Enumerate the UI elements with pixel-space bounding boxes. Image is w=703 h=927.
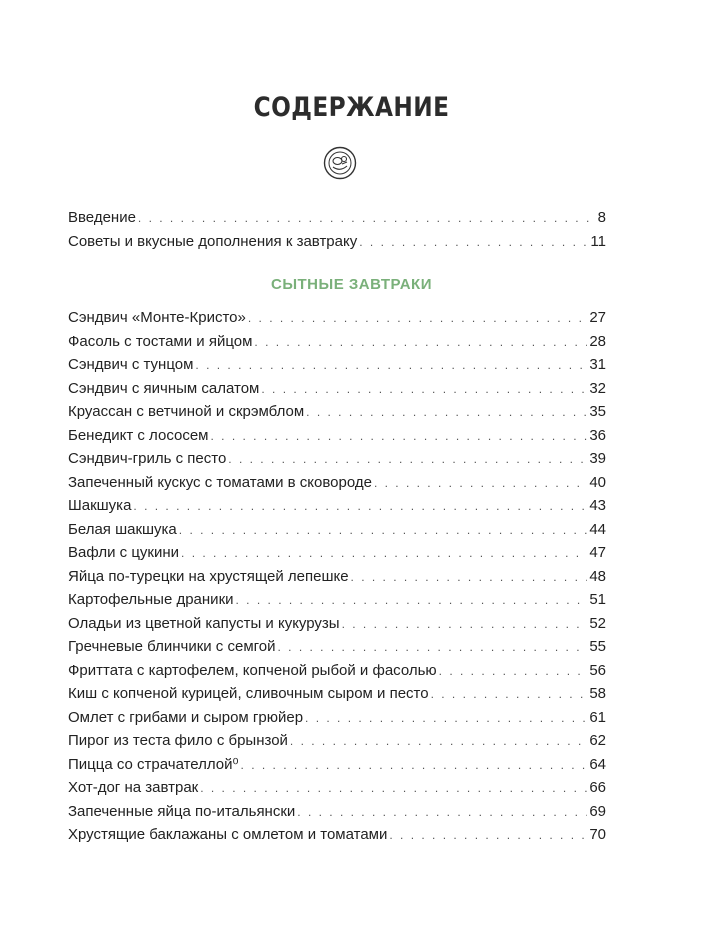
page-title: СОДЕРЖАНИЕ — [253, 92, 450, 123]
toc-entry-page: 47 — [589, 544, 606, 561]
toc-entry-page: 66 — [589, 779, 606, 796]
toc-leader-dots — [138, 207, 590, 231]
toc-leader-dots — [359, 231, 588, 255]
toc-entry[interactable] — [68, 230, 606, 254]
toc-entry-title: Фасоль с тостами и яйцом — [68, 332, 253, 350]
toc-entry[interactable] — [68, 400, 606, 424]
toc-entry-title: Введение — [68, 209, 136, 226]
toc-entry[interactable] — [68, 800, 606, 824]
toc-leader-dots — [179, 519, 588, 543]
toc-leader-dots — [374, 472, 587, 496]
toc-entry-page: 39 — [589, 450, 606, 467]
toc-leader-dots — [351, 566, 588, 590]
toc-entry-title: Хрустящие баклажаны с омлетом и томатами — [68, 826, 388, 843]
toc-entry-page: 27 — [589, 309, 606, 326]
toc-leader-dots — [306, 401, 587, 425]
toc-leader-dots — [278, 636, 588, 660]
toc-entry[interactable] — [68, 776, 606, 800]
toc-entry-title: Хот-дог на завтрак — [68, 779, 199, 796]
toc-entry-title: Бенедикт с лососем — [68, 426, 209, 444]
toc-entry-title: Шакшука — [68, 497, 132, 514]
toc-leader-dots — [342, 613, 588, 637]
toc-entry-page: 11 — [590, 232, 606, 250]
toc-entry-title: Омлет с грибами и сыром грюйер — [68, 708, 304, 726]
toc-entry-title: Сэндвич с тунцом — [68, 356, 194, 373]
toc-entry-page: 52 — [589, 614, 606, 632]
toc-entry[interactable] — [68, 635, 606, 659]
toc-leader-dots — [305, 707, 587, 731]
toc-entry-title: Круассан с ветчиной и скрэмблом — [68, 403, 305, 420]
toc-entry-page: 58 — [589, 685, 606, 702]
toc-leader-dots — [236, 589, 588, 613]
toc-entry[interactable] — [68, 306, 606, 330]
toc-entry[interactable] — [68, 424, 606, 448]
toc-entry-page: 8 — [597, 209, 606, 226]
toc-entry-page: 70 — [589, 826, 606, 843]
toc-entry-page: 56 — [589, 661, 606, 679]
toc-entry[interactable] — [68, 494, 606, 518]
section-heading: СЫТНЫЕ ЗАВТРАКИ — [271, 276, 432, 293]
toc-entry-title: Картофельные драники — [68, 591, 234, 608]
toc-entry[interactable] — [68, 471, 606, 495]
toc-entry-title: Запеченный кускус с томатами в сковороде — [68, 473, 372, 491]
toc-entry[interactable] — [68, 659, 606, 683]
toc-entry-title: Пирог из теста фило с брынзой — [68, 732, 288, 749]
toc-entry-title: Советы и вкусные дополнения к завтраку — [68, 232, 358, 250]
toc-entry-page: 64 — [589, 755, 606, 773]
toc-entry-page: 44 — [589, 520, 606, 538]
toc-leader-dots — [133, 495, 587, 519]
toc-entry[interactable] — [68, 612, 606, 636]
toc-entry[interactable] — [68, 823, 606, 847]
toc-entry-page: 69 — [589, 802, 606, 820]
toc-leader-dots — [431, 683, 588, 707]
toc-entry-title: Оладьи из цветной капусты и кукурузы — [68, 614, 340, 632]
toc-entry-title: Киш с копченой курицей, сливочным сыром и песто — [68, 685, 429, 702]
toc-entry-title: Яйца по-турецки на хрустящей лепешке — [68, 567, 349, 585]
toc-leader-dots — [210, 425, 587, 449]
toc-entry-title: Вафли с цукини — [68, 544, 180, 561]
toc-entry-title: Пицца со страчателлой⁰ — [68, 755, 239, 773]
toc-entry-title: Запеченные яйца по-итальянски — [68, 802, 296, 820]
toc-leader-dots — [297, 801, 587, 825]
toc-leader-dots — [389, 824, 587, 848]
toc-entry[interactable] — [68, 330, 606, 354]
food-plate-emblem-icon — [323, 146, 357, 180]
toc-entry[interactable] — [68, 753, 606, 777]
toc-entry-page: 51 — [589, 591, 606, 608]
toc-entry-title: Фриттата с картофелем, копченой рыбой и фасолью — [68, 661, 437, 679]
toc-entry[interactable] — [68, 206, 606, 230]
toc-entry-title: Сэндвич-гриль с песто — [68, 450, 227, 467]
toc-entry[interactable] — [68, 682, 606, 706]
toc-entry[interactable] — [68, 565, 606, 589]
toc-entry[interactable] — [68, 588, 606, 612]
toc-entry-page: 62 — [589, 732, 606, 749]
toc-entry[interactable] — [68, 706, 606, 730]
toc-entry-title: Сэндвич «Монте-Кристо» — [68, 309, 246, 326]
toc-leader-dots — [261, 378, 587, 402]
toc-leader-dots — [439, 660, 588, 684]
toc-leader-dots — [200, 777, 587, 801]
toc-entry-page: 61 — [589, 708, 606, 726]
toc-entry[interactable] — [68, 447, 606, 471]
toc-entry-page: 48 — [589, 567, 606, 585]
toc-entry-page: 36 — [589, 426, 606, 444]
toc-leader-dots — [195, 354, 587, 378]
toc-entry[interactable] — [68, 518, 606, 542]
toc-leader-dots — [228, 448, 587, 472]
toc-entry-title: Гречневые блинчики с семгой — [68, 638, 276, 655]
toc-entry-title: Сэндвич с яичным салатом — [68, 379, 260, 397]
toc-entry-page: 28 — [589, 332, 606, 350]
toc-entry-page: 55 — [589, 638, 606, 655]
toc-intro-list — [68, 206, 606, 253]
toc-section-list — [68, 306, 606, 847]
toc-leader-dots — [290, 730, 587, 754]
toc-entry-title: Белая шакшука — [68, 520, 177, 538]
toc-entry[interactable] — [68, 353, 606, 377]
toc-leader-dots — [254, 331, 587, 355]
toc-entry[interactable] — [68, 729, 606, 753]
toc-entry[interactable] — [68, 541, 606, 565]
toc-leader-dots — [241, 754, 588, 778]
toc-entry-page: 43 — [589, 497, 606, 514]
toc-leader-dots — [248, 307, 587, 331]
toc-leader-dots — [181, 542, 587, 566]
toc-entry-page: 35 — [589, 403, 606, 420]
toc-entry-page: 31 — [589, 356, 606, 373]
toc-entry-page: 32 — [589, 379, 606, 397]
toc-entry[interactable] — [68, 377, 606, 401]
toc-entry-page: 40 — [589, 473, 606, 491]
